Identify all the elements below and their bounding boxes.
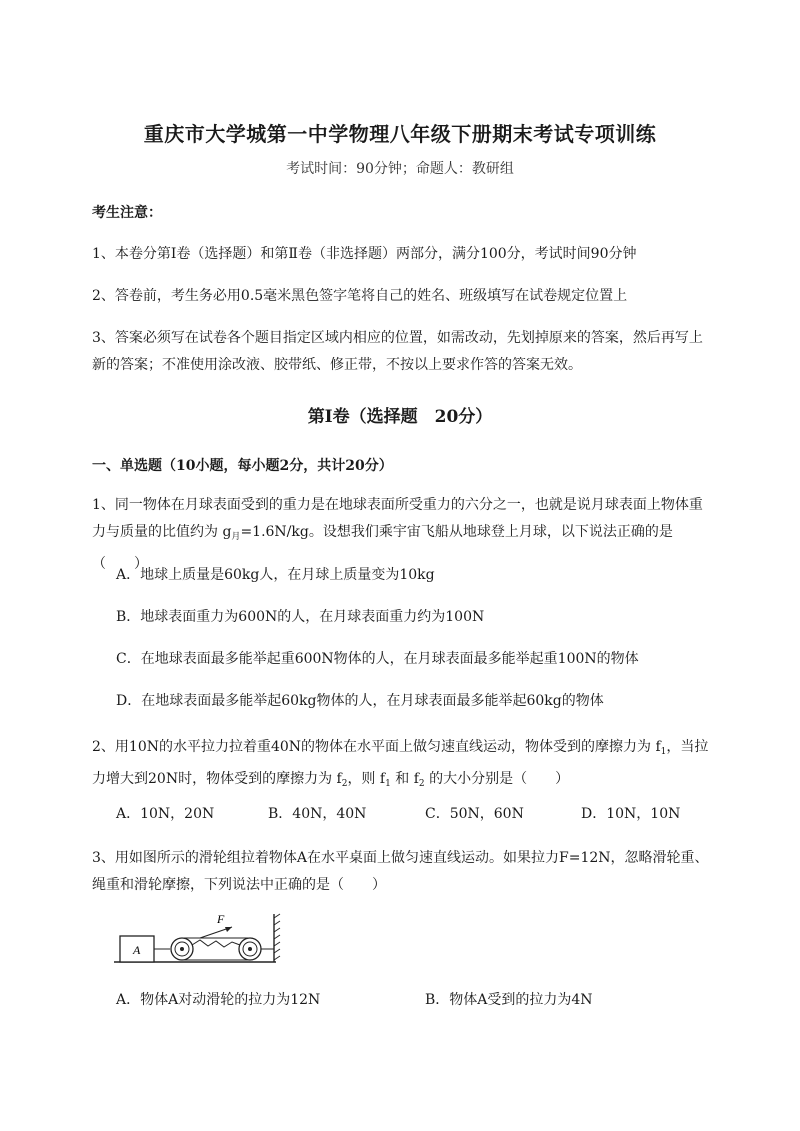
question-2-text-c: ，则 f bbox=[347, 771, 386, 787]
question-2-text-a: 2、用10N的水平拉力拉着重40N的物体在水平面上做匀速直线运动，物体受到的摩擦力为 f bbox=[92, 739, 661, 755]
question-2-option-d[interactable]: D．10N，10N bbox=[581, 806, 681, 822]
question-1-subscript: 月 bbox=[231, 532, 241, 542]
question-2-sub-4: 2 bbox=[418, 779, 425, 789]
question-3-stem: 3、用如图所示的滑轮组拉着物体A在水平桌面上做匀速直线运动。如果拉力F=12N，忽略滑轮重、绳重和滑轮摩擦，下列说法中正确的是（ ） bbox=[92, 850, 709, 893]
question-1-stem-text-cont: =1.6N/kg。设想我们乘宇宙飞船从地球登上月球，以下说法正确的是（ ） bbox=[92, 524, 673, 572]
question-2-option-a[interactable]: A．10N，20N bbox=[116, 806, 215, 822]
question-3-option-b[interactable]: B．物体A受到的拉力为4N bbox=[425, 992, 593, 1008]
question-2-option-c[interactable]: C．50N，60N bbox=[425, 806, 524, 822]
part-heading: 一、单选题（10小题，每小题2分，共计20分） bbox=[92, 458, 393, 474]
question-1-option-b[interactable]: B．地球表面重力为600N的人，在月球表面重力约为100N bbox=[116, 609, 485, 625]
question-2-options bbox=[116, 803, 716, 825]
notice-item-2: 2、答卷前，考生务必用0.5毫米黑色签字笔将自己的姓名、班级填写在试卷规定位置上 bbox=[92, 288, 628, 304]
pulley-diagram bbox=[114, 910, 284, 972]
question-2-option-b[interactable]: B．40N，40N bbox=[268, 806, 367, 822]
notice-heading: 考生注意： bbox=[92, 205, 162, 221]
question-2-sub-3: 1 bbox=[385, 779, 391, 789]
notice-item-3: 3、答案必须写在试卷各个题目指定区域内相应的位置，如需改动，先划掉原来的答案，然后再写上新的答案；不准使用涂改液、胶带纸、修正带，不按以上要求作答的答案无效。 bbox=[92, 330, 703, 373]
question-1-option-d[interactable]: D．在地球表面最多能举起60kg物体的人，在月球表面最多能举起60kg的物体 bbox=[116, 693, 604, 709]
question-2-text-e: 的大小分别是（ ） bbox=[424, 771, 570, 787]
block-a-label: A bbox=[133, 943, 141, 957]
force-label: F bbox=[217, 912, 225, 926]
question-2-text-d: 和 f bbox=[390, 771, 419, 787]
question-3-option-a[interactable]: A．物体A对动滑轮的拉力为12N bbox=[116, 992, 321, 1008]
notice-item-1: 1、本卷分第I卷（选择题）和第Ⅱ卷（非选择题）两部分，满分100分，考试时间90分钟 bbox=[92, 246, 637, 262]
question-2-sub-1: 1 bbox=[660, 747, 667, 757]
question-2-text-b: ，当拉力增大到20N时，物体受到的摩擦力为 f bbox=[92, 739, 709, 787]
exam-title: 重庆市大学城第一中学物理八年级下册期末考试专项训练 bbox=[143, 122, 657, 146]
section-title: 第I卷（选择题 20分） bbox=[307, 407, 493, 427]
question-2-sub-2: 2 bbox=[341, 779, 348, 789]
question-1-option-a[interactable]: A．地球上质量是60kg人，在月球上质量变为10kg bbox=[116, 567, 435, 583]
question-1-stem-text: 1、同一物体在月球表面受到的重力是在地球表面所受重力的六分之一，也就是说月球表面上物体重力与质量的比值约为 g bbox=[92, 497, 703, 540]
exam-subtitle: 考试时间：90分钟；命题人：教研组 bbox=[286, 161, 514, 177]
question-1-option-c[interactable]: C．在地球表面最多能举起重600N物体的人，在月球表面最多能举起重100N的物体 bbox=[116, 651, 639, 667]
question-2-stem bbox=[92, 734, 712, 798]
